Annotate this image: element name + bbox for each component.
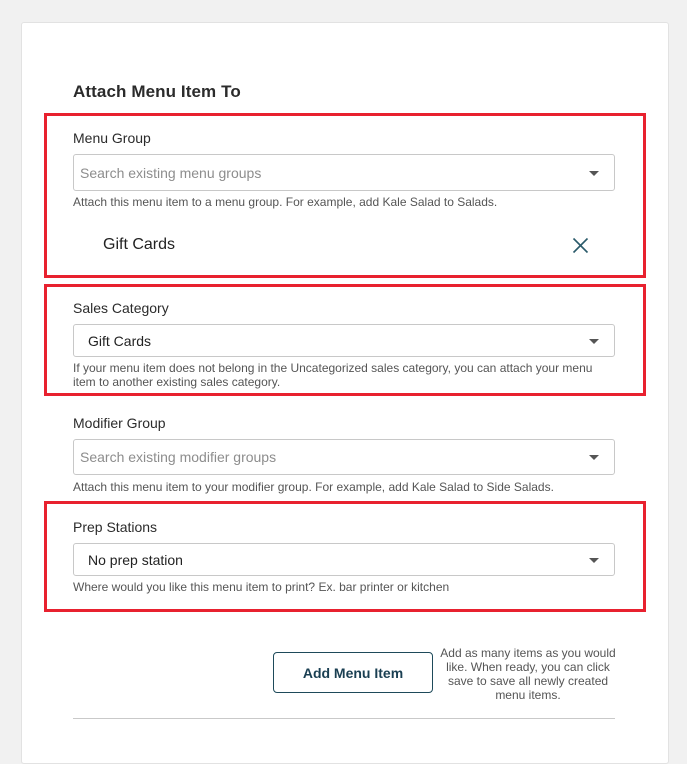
- sales-category-help: If your menu item does not belong in the Uncategorized sales category, you can attach your menu item to another existing sales category.: [73, 361, 593, 389]
- prep-stations-label: Prep Stations: [73, 519, 158, 535]
- divider: [73, 718, 615, 719]
- sales-category-value: Gift Cards: [88, 332, 152, 349]
- sales-category-label: Sales Category: [73, 300, 169, 316]
- modifier-group-select[interactable]: [73, 439, 615, 475]
- menu-group-label: Menu Group: [73, 130, 151, 146]
- prep-stations-select[interactable]: [73, 543, 615, 576]
- prep-stations-help: Where would you like this menu item to print? Ex. bar printer or kitchen: [73, 580, 450, 594]
- modifier-group-help: Attach this menu item to your modifier group. For example, add Kale Salad to Side Salads.: [73, 480, 554, 494]
- add-menu-item-button[interactable]: Add Menu Item: [273, 652, 433, 693]
- section-title: Attach Menu Item To: [73, 82, 241, 101]
- modifier-group-placeholder: Search existing modifier groups: [80, 449, 277, 465]
- close-icon[interactable]: [572, 237, 589, 254]
- chevron-down-icon[interactable]: [589, 339, 599, 344]
- sales-category-select[interactable]: [73, 324, 615, 357]
- prep-stations-value: No prep station: [88, 551, 183, 568]
- chevron-down-icon[interactable]: [589, 455, 599, 460]
- chevron-down-icon[interactable]: [589, 171, 599, 176]
- menu-group-help: Attach this menu item to a menu group. For example, add Kale Salad to Salads.: [73, 195, 498, 209]
- chevron-down-icon[interactable]: [589, 558, 599, 563]
- modifier-group-label: Modifier Group: [73, 415, 166, 431]
- menu-group-select[interactable]: [73, 154, 615, 191]
- menu-group-placeholder: Search existing menu groups: [80, 164, 262, 181]
- selected-menu-group: Gift Cards: [103, 236, 176, 253]
- add-menu-item-note: Add as many items as you would like. When ready, you can click save to save all newly created menu items.: [440, 646, 616, 702]
